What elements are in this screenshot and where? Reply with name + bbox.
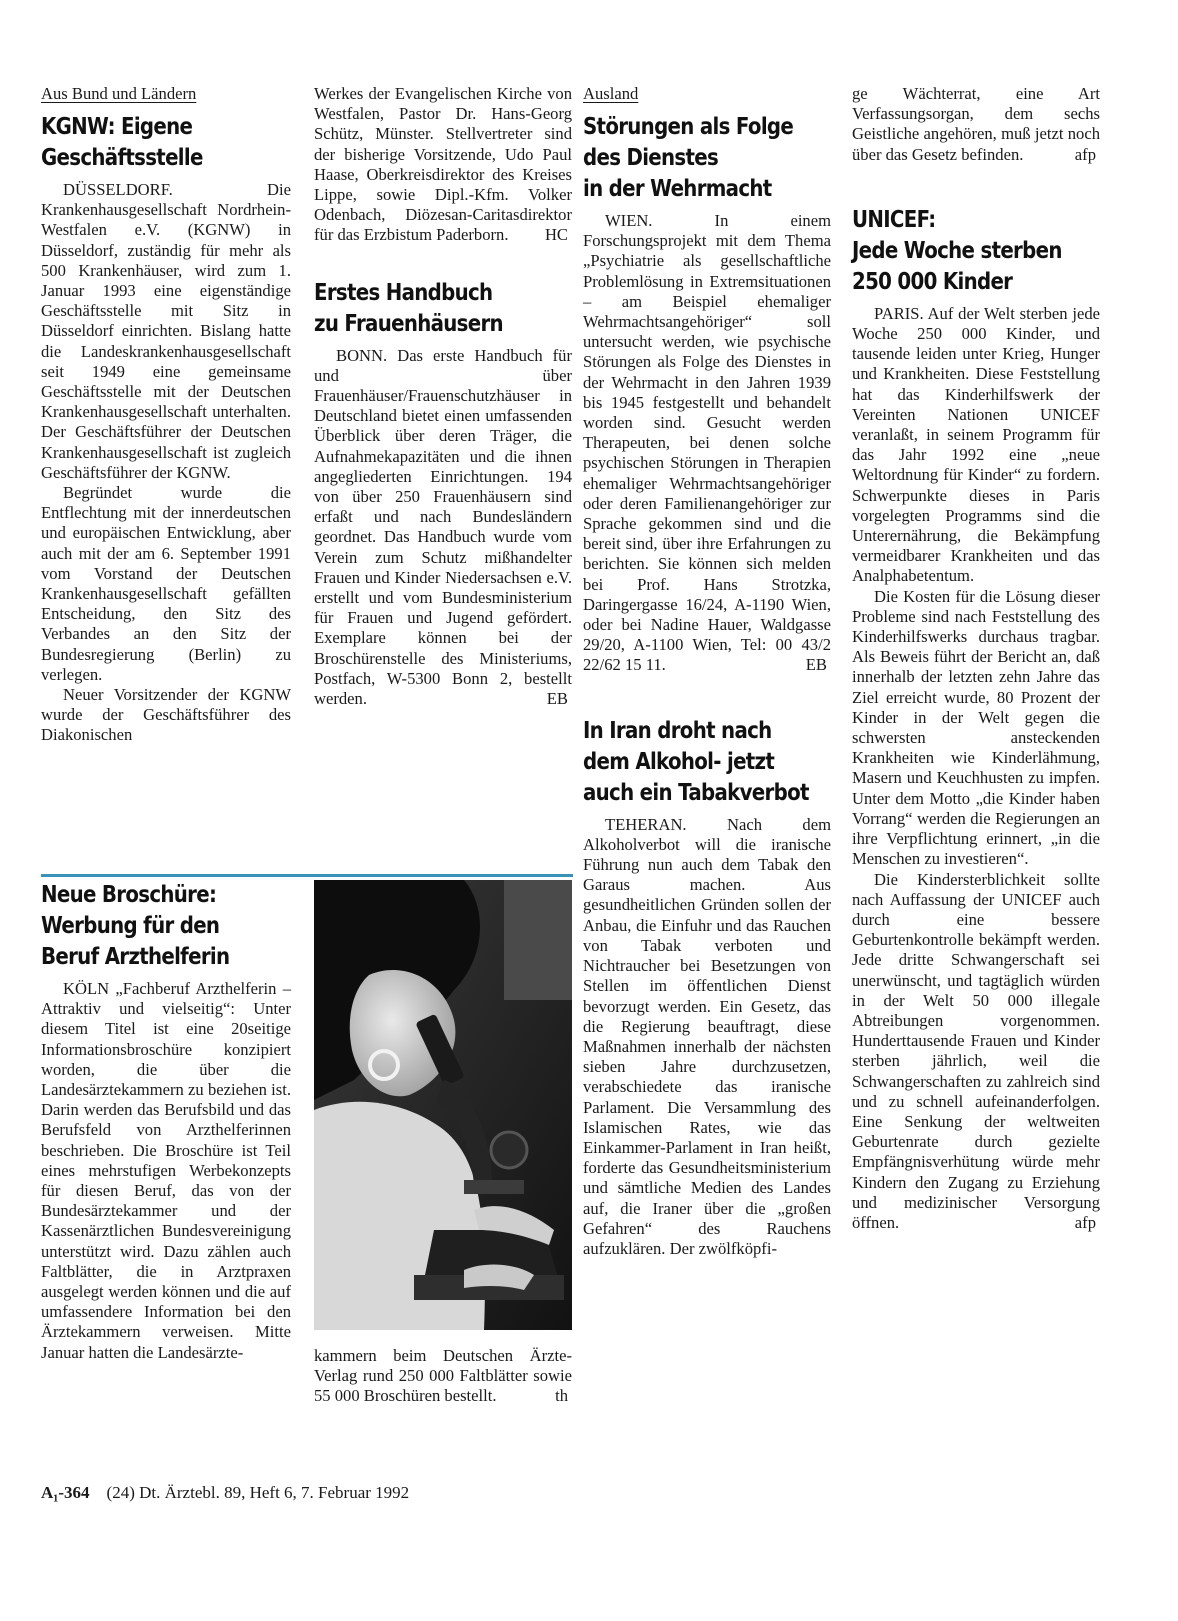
paragraph: Neuer Vorsitzender der KGNW wurde der Geschäftsführer des Diakonischen (41, 685, 291, 745)
headline: KGNW: Eigene Geschäftsstelle (41, 114, 203, 171)
paragraph: KÖLN „Fachberuf Arzthelferin – Attraktiv und vielseitig“: Unter diesem Titel ist eine 20seitige Informationsbroschüre konzipiert worden, die über die Landesärztekammern zu beziehen ist. Darin werden das Berufsbild und das Berufsfeld von Arzthelferinnen beschrieben. Die Broschüre ist Teil eines mehrstufigen Werbekonzepts für diesen Beruf, das von der Bundesärztekammer und der Kassenärztlichen Bundesvereinigung unterstützt wird. Dazu zählen auch Faltblätter, die in Arztpraxen ausgelegt werden können und die auf umfassendere Information bei den Ärztekammern verweisen. Mitte Januar hatten die Landesärzte- (41, 979, 291, 1362)
headline: Störungen als Folge des Dienstes in der Wehrmacht (583, 114, 794, 202)
author-signature: afp (1074, 1212, 1096, 1232)
continuation-text: Werkes der Evangelischen Kirche von Westfalen, Pastor Dr. Hans-Georg Schütz, Münster. Stellvertreter sind der bisherige Vorsitzende, Udo Paul Haase, Oberkreisdirektor des Kreises Lippe, sowie Dipl.-Kfm. Volker Odenbach, Diözesan-Caritasdirektor für das Erzbistum Paderborn. HC (314, 84, 572, 245)
author-signature: th (555, 1386, 568, 1406)
section-rubric: Ausland (583, 84, 639, 103)
paragraph: Die Kosten für die Lösung dieser Probleme sind nach Feststellung des Kinderhilfswerks durchaus tragbar. Als Beweis führt der Bericht an, daß innerhalb der letzten zehn Jahre das Ziel erreicht wurde, 80 Prozent der Kinder in der Welt gegen die schwersten ansteckenden Krankheiten wie Kinderlähmung, Masern und Keuchhusten zu impfen. Unter dem Motto „die Kinder haben Vorrang“ werden die Regierungen an ihre Verpflichtung erinnert, „in die Menschen zu investieren“. (852, 586, 1100, 869)
microscope-photo-image (314, 880, 572, 1330)
issue-info: (24) Dt. Ärztebl. 89, Heft 6, 7. Februar 1992 (106, 1483, 410, 1502)
headline: Neue Broschüre: Werbung für den Beruf Arzthelferin (41, 882, 230, 970)
article-kgnw (41, 84, 291, 746)
paragraph: Begründet wurde die Entflechtung mit der innerdeutschen und europäischen Entwicklung, aber auch mit der am 6. September 1991 vom Vorstand der Deutschen Krankenhausgesellschaft gefällten Entscheidung, den Sitz des Verbandes an den Sitz der Bundesregierung (Berlin) zu verlegen. (41, 483, 291, 684)
page-reference: A₁-364 (41, 1483, 90, 1502)
article-broschuere (41, 880, 291, 1363)
author-signature: HC (544, 225, 568, 245)
article-ausland-column (583, 84, 831, 1259)
paragraph: PARIS. Auf der Welt sterben jede Woche 250 000 Kinder, und tausende leiden unter Krieg, Hunger und Krankheiten. Diese Feststellung hat das Kinderhilfswerk der Vereinten Nationen UNICEF veranlaßt, in seinem Programm für das Jahr 1992 eine „neue Weltordnung für Kinder“ zu fordern. Schwerpunkte dieses in Paris vorgelegten Programms sind die Unterernährung, die Bekämpfung vermeidbarer Krankheiten und das Analphabetentum. (852, 303, 1100, 586)
author-signature: EB (805, 655, 827, 675)
broschuere-continuation (314, 1346, 572, 1407)
headline: In Iran droht nach dem Alkohol- jetzt auch ein Tabakverbot (583, 717, 809, 806)
headline: Erstes Handbuch zu Frauenhäusern (314, 279, 503, 337)
section-divider (41, 874, 573, 877)
author-signature: EB (546, 689, 568, 709)
paragraph: WIEN. In einem Forschungsprojekt mit dem Thema „Psychiatrie als gesellschaftliche Problemlösung in Extremsituationen – am Beispiel ehemaliger Wehrmachtsangehöriger“ soll untersucht werden, wie psychische Störungen als Folge des Dienstes in der Wehrmacht in den Jahren 1939 bis 1945 festgestellt und behandelt worden sind. Gesucht werden Therapeuten, bei denen solche psychischen Störungen in Therapien ehemaliger Wehrmachtsangehöriger oder deren Familienangehöriger zur Sprache gekommen sind und die bereit sind, über ihre Erfahrungen zu berichten. Sie können sich melden bei Prof. Hans Strotzka, Daringergasse 16/24, A-1190 Wien, oder bei Nadine Hauer, Waldgasse 29/20, A-1100 Wien, Tel: 00 43/2 22/62 15 11. EB (583, 211, 831, 675)
paragraph: DÜSSELDORF. Die Krankenhausgesellschaft Nordrhein-Westfalen e.V. (KGNW) in Düsseldorf, zuständig für mehr als 500 Krankenhäuser, wird zum 1. Januar 1993 eine eigenständige Geschäftsstelle mit Sitz in Düsseldorf einrichten. Bislang hatte die Landeskrankenhausgesellschaft seit 1949 eine gemeinsame Geschäftsstelle mit der Deutschen Krankenhausgesellschaft unterhalten. Der Geschäftsführer der Deutschen Krankenhausgesellschaft ist zugleich Geschäftsführer der KGNW. (41, 180, 291, 482)
headline: UNICEF: Jede Woche sterben 250 000 Kinder (852, 206, 1062, 295)
page-footer (41, 1482, 409, 1504)
section-rubric: Aus Bund und Ländern (41, 84, 197, 103)
paragraph: BONN. Das erste Handbuch für und über Frauenhäuser/Frauenschutzhäuser in Deutschland bietet einen umfassenden Überblick über deren Träger, die Aufnahmekapazitäten und die ihnen angegliederten Einrichtungen. 194 von über 250 Frauenhäusern sind erfaßt und nach Bundesländern geordnet. Das Handbuch wurde vom Verein zum Schutz mißhandelter Frauen und Kinder Niedersachsen e.V. erstellt und vom Bundesministerium für Frauen und Jugend gefördert. Exemplare können bei der Broschürenstelle des Ministeriums, Postfach, W-5300 Bonn 2, bestellt werden. EB (314, 345, 572, 709)
article-unicef-column (852, 84, 1100, 1233)
continuation-text: kammern beim Deutschen Ärzte-Verlag rund 250 000 Faltblätter sowie 55 000 Broschüren bestellt. th (314, 1346, 572, 1406)
continuation-text: ge Wächterrat, eine Art Verfassungsorgan, dem sechs Geistliche angehören, muß jetzt noch über das Gesetz befinden. afp (852, 84, 1100, 164)
paragraph: Die Kindersterblichkeit sollte nach Auffassung der UNICEF auch durch eine bessere Geburtenkontrolle bekämpft werden. Jede dritte Schwangerschaft sei unerwünscht, und tagtäglich würden in der Welt 50 000 illegale Abtreibungen vorgenommen. Hunderttausende Frauen und Kinder sterben jährlich, weil die Schwangerschaften zu zahlreich sind und zu schnell aufeinanderfolgen. Eine Senkung der weltweiten Geburtenrate durch gezielte Empfängnisverhütung würde mehr Kindern den Zugang zu Erziehung und medizinischer Versorgung öffnen. afp (852, 869, 1100, 1232)
author-signature: afp (1074, 144, 1096, 164)
photo-microscope (314, 880, 572, 1330)
paragraph: TEHERAN. Nach dem Alkoholverbot will die iranische Führung nun auch dem Tabak den Garaus machen. Aus gesundheitlichen Gründen sollen der Anbau, die Einfuhr und das Rauchen von Tabak verboten und Nichtraucher bei Besetzungen von Stellen im öffentlichen Dienst bevorzugt werden. Ein Gesetz, das die Regierung beauftragt, diese Maßnahmen innerhalb der nächsten sieben Jahre durchzusetzen, verabschiedete das iranische Parlament. Die Versammlung des Islamischen Rates, wie das Einkammer-Parlament in Iran heißt, forderte das Gesundheitsministerium und sämtliche Medien des Landes auf, die Iraner über die „großen Gefahren“ des Rauchens aufzuklären. Der zwölfköpfi- (583, 814, 831, 1258)
article-handbuch-column (314, 84, 572, 709)
